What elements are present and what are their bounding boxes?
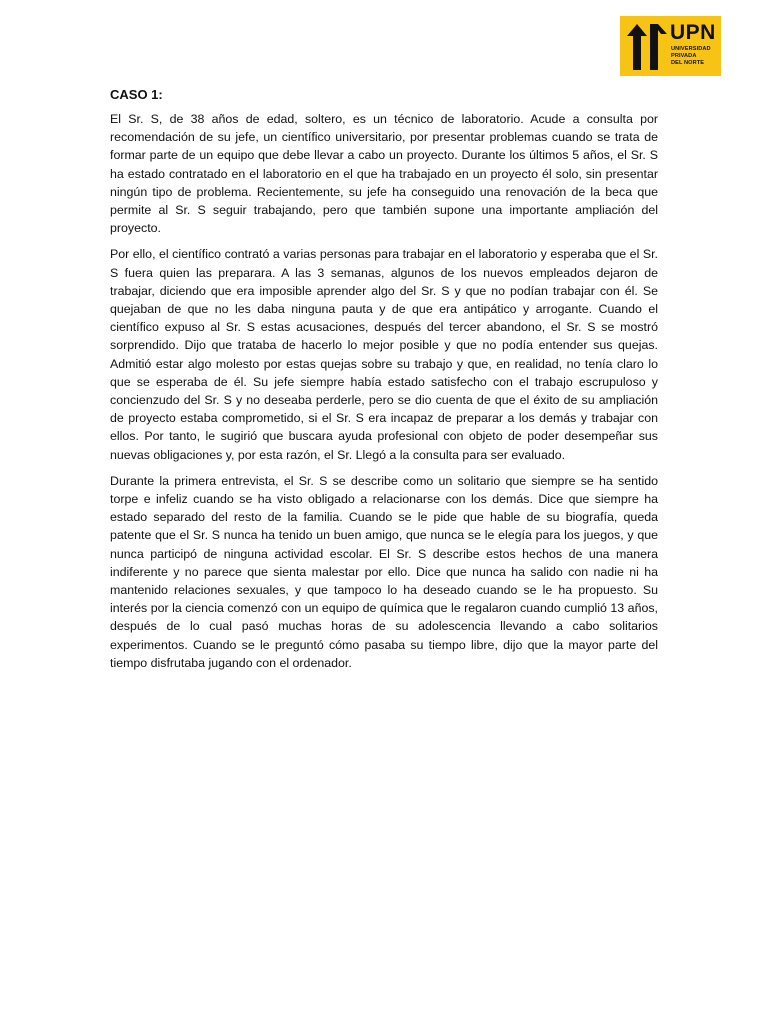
upn-logo xyxy=(620,16,721,76)
logo-subtitle xyxy=(671,46,711,66)
logo-subtitle-line: UNIVERSIDAD xyxy=(671,46,711,52)
paragraph: El Sr. S, de 38 años de edad, soltero, es un técnico de laboratorio. Acude a consulta por recomendación de su jefe, un científico universitario, por presentar problemas cuando se trata de formar parte de un equipo que debe llevar a cabo un proyecto. Durante los últimos 5 años, el Sr. S ha estado contratado en el laboratorio en el que ha trabajado en un proyecto él solo, sin presentar ningún tipo de problema. Recientemente, su jefe ha conseguido una renovación de la beca que permite al Sr. S seguir trabajando, pero que también supone una importante ampliación del proyecto. xyxy=(110,112,658,236)
paragraph: Por ello, el científico contrató a varias personas para trabajar en el laboratorio y esperaba que el Sr. S fuera quien las preparara. A las 3 semanas, algunos de los nuevos empleados dejaron de trabajar, diciendo que era imposible aprender algo del Sr. S y que no podían trabajar con él. Se quejaban de que no les daba ninguna pauta y de que era antipático y arrogante. Cuando el científico expuso al Sr. S estas acusaciones, después del tercer abandono, el Sr. S se mostró sorprendido. Dijo que trataba de hacerlo lo mejor posible y que no podía entender sus quejas. Admitió estar algo molesto por estas quejas sobre su trabajo y que, en realidad, no tenía claro lo que se esperaba de él. Su jefe siempre había estado satisfecho con el trabajo escrupuloso y concienzudo del Sr. S y no deseaba perderle, pero se dio cuenta de que el éxito de su ampliación de proyecto estaba comprometido, si el Sr. S era incapaz de preparar a los demás y trabajar con ellos. Por tanto, le sugirió que buscara ayuda profesional con objeto de poder desempeñar sus nuevas obligaciones y, por esta razón, el Sr. Llegó a la consulta para ser evaluado. xyxy=(110,247,658,462)
paragraph: Durante la primera entrevista, el Sr. S se describe como un solitario que siempre se ha sentido torpe e infeliz cuando se ha visto obligado a relacionarse con los demás. Dice que siempre ha estado separado del resto de la familia. Cuando se le pide que hable de su biografía, queda patente que el Sr. S nunca ha tenido un buen amigo, que nunca se le elegía para los juegos, y que nunca participó de ninguna actividad escolar. El Sr. S describe estos hechos de una manera indiferente y no parece que sienta malestar por ello. Dice que nunca ha salido con nadie ni ha mantenido relaciones sexuales, y que tampoco lo ha deseado cuando se le ha propuesto. Su interés por la ciencia comenzó con un equipo de química que le regalaron cuando cumplió 13 años, después de lo cual pasó muchas horas de su adolescencia llevando a cabo solitarios experimentos. Cuando se le preguntó cómo pasaba su tiempo libre, dijo que la mayor parte del tiempo disfrutaba jugando con el ordenador. xyxy=(110,473,658,670)
logo-subtitle-line: PRIVADA xyxy=(671,52,697,59)
case-title: CASO 1: xyxy=(110,87,163,102)
document-body xyxy=(110,86,658,680)
logo-subtitle-line: DEL NORTE xyxy=(671,59,705,66)
upn-arrow-logo-icon xyxy=(626,22,668,72)
logo-wordmark: UPN xyxy=(670,21,716,44)
